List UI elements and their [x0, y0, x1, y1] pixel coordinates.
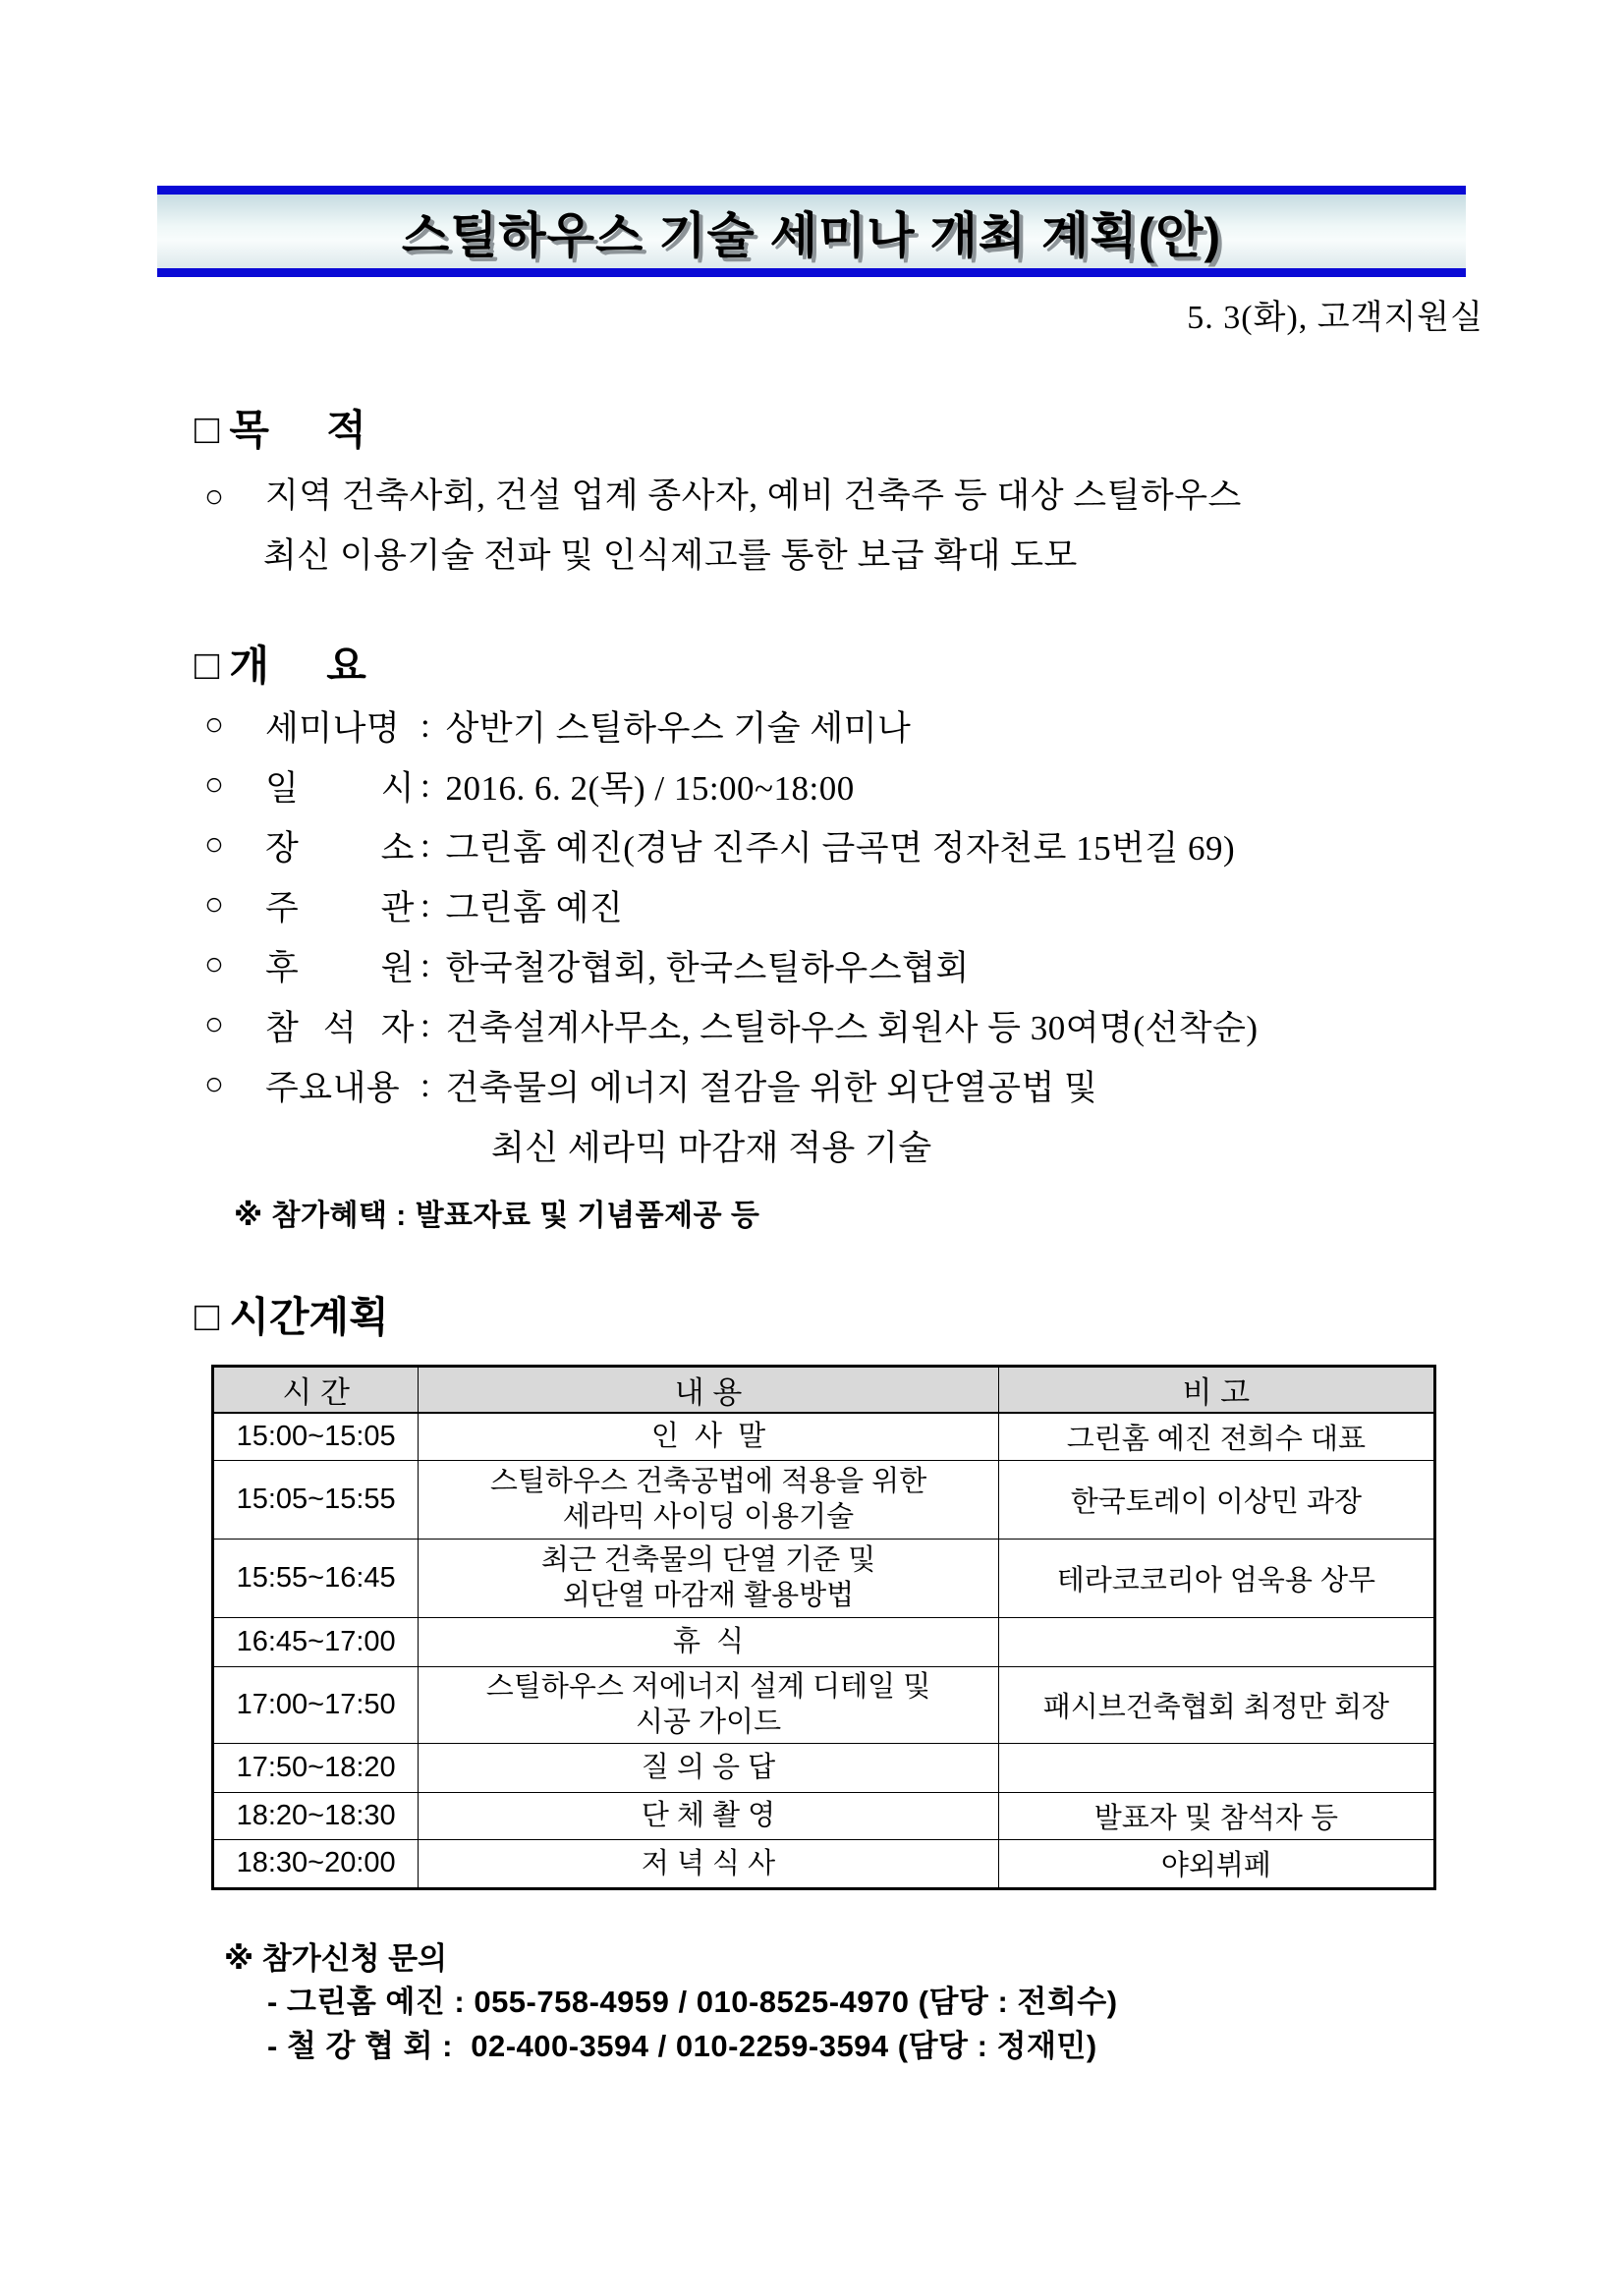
cell-time: 17:50~18:20 — [213, 1743, 419, 1792]
banner-bottom-bar — [157, 268, 1466, 277]
label-separator: : — [420, 825, 440, 865]
overview-item-datetime — [204, 756, 1259, 815]
cell-time: 17:00~17:50 — [213, 1666, 419, 1743]
cell-content — [419, 1539, 998, 1617]
banner-top-bar — [157, 186, 1466, 195]
purpose-line-2 — [263, 529, 1078, 578]
circle-bullet-icon: ○ — [204, 827, 225, 863]
section-heading-schedule — [195, 1285, 389, 1344]
content-line: 단 체 촬 영 — [641, 1800, 776, 1831]
contact-section-title: ※ 참가신청 문의 — [224, 1941, 448, 1976]
section-heading-schedule-label: 시간계획 — [229, 1294, 389, 1340]
cell-content — [419, 1792, 998, 1839]
banner-band — [157, 195, 1466, 268]
overview-item-label: 주 관 — [265, 888, 415, 927]
section-heading-purpose-label: 목 적 — [229, 407, 366, 453]
section-heading-overview-label: 개 요 — [229, 643, 366, 689]
overview-item-venue — [204, 815, 1259, 875]
square-marker-icon: □ — [195, 1293, 220, 1339]
table-row — [213, 1460, 1434, 1539]
cell-time: 16:45~17:00 — [213, 1617, 419, 1666]
content-line: 휴 식 — [672, 1626, 745, 1657]
cell-time: 15:55~16:45 — [213, 1539, 419, 1617]
circle-bullet-icon: ○ — [204, 947, 225, 982]
cell-remark: 발표자 및 참석자 등 — [998, 1792, 1434, 1839]
purpose-text-2: 최신 이용기술 전파 및 인식제고를 통한 보급 확대 도모 — [263, 536, 1078, 575]
label-separator: : — [420, 885, 440, 924]
cell-time: 15:00~15:05 — [213, 1413, 419, 1460]
content-line: 질 의 응 답 — [641, 1752, 776, 1783]
overview-list — [204, 696, 1259, 1175]
cell-remark — [998, 1617, 1434, 1666]
table-row — [213, 1839, 1434, 1888]
overview-item-main-content — [204, 1055, 1259, 1115]
date-department-line: 5. 3(화), 고객지원실 — [1187, 300, 1484, 336]
table-row — [213, 1792, 1434, 1839]
cell-content — [419, 1460, 998, 1539]
table-row — [213, 1743, 1434, 1792]
overview-item-value: 한국철강협회, 한국스틸하우스협회 — [445, 948, 970, 987]
overview-item-value: 건축물의 에너지 절감을 위한 외단열공법 및 — [445, 1068, 1098, 1107]
content-line: 시공 가이드 — [635, 1707, 782, 1738]
overview-item-value: 그린홈 예진(경남 진주시 금곡면 정자천로 15번길 69) — [445, 828, 1236, 868]
cell-content — [419, 1666, 998, 1743]
table-row — [213, 1539, 1434, 1617]
content-line: 외단열 마감재 활용방법 — [562, 1580, 855, 1611]
label-separator: : — [420, 1005, 440, 1044]
overview-item-value: 건축설계사무소, 스틸하우스 회원사 등 30여명(선착순) — [445, 1008, 1259, 1047]
column-header-content: 내 용 — [419, 1367, 998, 1413]
section-heading-overview — [195, 634, 366, 693]
cell-time: 18:20~18:30 — [213, 1792, 419, 1839]
circle-bullet-icon: ○ — [204, 1007, 225, 1042]
cell-remark: 테라코코리아 엄욱용 상무 — [998, 1539, 1434, 1617]
circle-bullet-icon: ○ — [204, 479, 225, 515]
title-banner — [157, 186, 1466, 277]
column-header-time: 시 간 — [213, 1367, 419, 1413]
table-row — [213, 1413, 1434, 1460]
overview-item-seminar-name — [204, 696, 1259, 756]
circle-bullet-icon: ○ — [204, 887, 225, 923]
overview-item-organizer — [204, 875, 1259, 935]
cell-remark: 패시브건축협회 최정만 회장 — [998, 1666, 1434, 1743]
content-line: 저 녁 식 사 — [641, 1847, 776, 1879]
cell-content — [419, 1413, 998, 1460]
cell-time: 18:30~20:00 — [213, 1839, 419, 1888]
circle-bullet-icon: ○ — [204, 767, 225, 803]
purpose-line-1 — [204, 469, 1242, 518]
overview-item-label: 장 소 — [265, 828, 415, 868]
label-separator: : — [420, 945, 440, 984]
content-line: 세라믹 사이딩 이용기술 — [562, 1501, 855, 1533]
content-line: 최근 건축물의 단열 기준 및 — [540, 1544, 876, 1576]
cell-content — [419, 1743, 998, 1792]
circle-bullet-icon: ○ — [204, 707, 225, 743]
document-title: 스틸하우스 기술 세미나 개최 계획(안) — [401, 207, 1222, 263]
content-line: 스틸하우스 저에너지 설계 디테일 및 — [485, 1671, 931, 1703]
table-row — [213, 1617, 1434, 1666]
overview-main-content-line2: 최신 세라믹 마감재 적용 기술 — [491, 1128, 932, 1167]
contact-line-steel-association: - 철 강 협 회 : 02-400-3594 / 010-2259-3594 (담당 : 정재민) — [267, 2029, 1097, 2063]
label-separator: : — [420, 765, 440, 805]
cell-remark: 한국토레이 이상민 과장 — [998, 1460, 1434, 1539]
purpose-text-1: 지역 건축사회, 건설 업계 종사자, 예비 건축주 등 대상 스틸하우스 — [265, 476, 1242, 515]
section-heading-purpose — [195, 398, 366, 457]
circle-bullet-icon: ○ — [204, 1067, 225, 1102]
overview-item-attendees — [204, 995, 1259, 1055]
label-separator: : — [420, 705, 440, 745]
overview-item-sponsor — [204, 935, 1259, 995]
overview-item-value: 2016. 6. 2(목) / 15:00~18:00 — [445, 768, 855, 808]
square-marker-icon: □ — [195, 406, 220, 452]
cell-remark: 그린홈 예진 전희수 대표 — [998, 1413, 1434, 1460]
overview-item-value: 상반기 스틸하우스 기술 세미나 — [445, 708, 912, 748]
square-marker-icon: □ — [195, 642, 220, 688]
overview-item-label: 세미나명 — [265, 708, 401, 748]
content-line: 인 사 말 — [650, 1421, 766, 1453]
benefit-note: ※ 참가혜택 : 발표자료 및 기념품제공 등 — [234, 1200, 760, 1232]
schedule-table — [212, 1366, 1435, 1889]
overview-item-label: 주요내용 — [265, 1068, 401, 1107]
cell-content — [419, 1839, 998, 1888]
overview-item-label: 후 원 — [265, 948, 415, 987]
content-line: 스틸하우스 건축공법에 적용을 위한 — [489, 1466, 927, 1497]
column-header-remark: 비 고 — [998, 1367, 1434, 1413]
label-separator: : — [420, 1065, 440, 1104]
overview-item-value: 그린홈 예진 — [445, 888, 624, 927]
overview-item-label: 일 시 — [265, 768, 415, 808]
cell-remark: 야외뷔페 — [998, 1839, 1434, 1888]
cell-remark — [998, 1743, 1434, 1792]
table-row — [213, 1666, 1434, 1743]
schedule-table-header — [213, 1367, 1434, 1413]
cell-content — [419, 1617, 998, 1666]
overview-item-label: 참 석 자 — [265, 1008, 415, 1047]
cell-time: 15:05~15:55 — [213, 1460, 419, 1539]
contact-line-greenhome: - 그린홈 예진 : 055-758-4959 / 010-8525-4970 (담당 : 전희수) — [267, 1985, 1118, 2019]
